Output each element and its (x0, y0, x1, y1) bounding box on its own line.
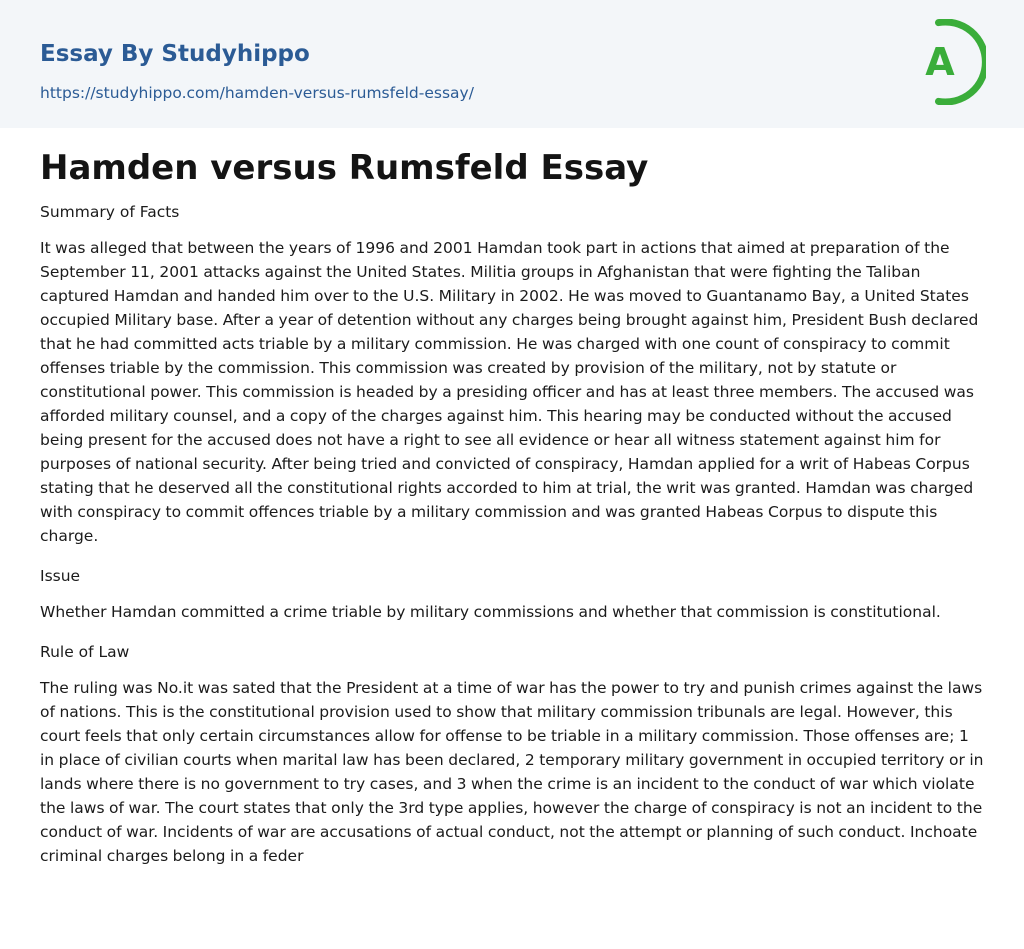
article-title: Hamden versus Rumsfeld Essay (40, 148, 649, 188)
section-heading-summary: Summary of Facts (40, 203, 180, 221)
section-body-issue: Whether Hamdan committed a crime triable by military commissions and whether that commission is constitutional. (40, 603, 941, 621)
section-body-rule-of-law: The ruling was No.it was sated that the President at a time of war has the power to try and punish crimes against the laws of nations. This is the constitutional provision used to show that military commission tribunals are legal. However, this court feels that only certain circumstances allow for offense to be triable in a military commission. Those offenses are; 1 in place of civilian courts when marital law has been declared, 2 temporary military government in occupied territory or in lands where there is no government to try cases, and 3 when the crime is an incident to the conduct of war which violate the laws of war. The court states that only the 3rd type applies, however the charge of conspiracy is not an incident to the conduct of war. Incidents of war are accusations of actual conduct, not the attempt or planning of such conduct. Inchoate criminal charges belong in a feder (40, 679, 984, 865)
article (40, 146, 986, 884)
site-header (0, 0, 1024, 128)
section-body-summary: It was alleged that between the years of 1996 and 2001 Hamdan took part in actions that aimed at preparation of the September 11, 2001 attacks against the United States. Militia groups in Afghanistan that were fighting the Taliban captured Hamdan and handed him over to the U.S. Military in 2002. He was moved to Guantanamo Bay, a United States occupied Military base. After a year of detention without any charges being brought against him, President Bush declared that he had committed acts triable by a military commission. He was charged with one count of conspiracy to commit offenses triable by the commission. This commission was created by provision of the military, not by statute or constitutional power. This commission is headed by a presiding officer and has at least three members. The accused was afforded military counsel, and a copy of the charges against him. This hearing may be conducted without the accused being present for the accused does not have a right to see all evidence or hear all witness statement against him for purposes of national security. After being tried and convicted of conspiracy, Hamdan applied for a writ of Habeas Corpus stating that he deserved all the constitutional rights accorded to him at trial, the writ was granted. Hamdan was charged with conspiracy to commit offences triable by a military commission and was granted Habeas Corpus to dispute this charge. (40, 239, 979, 545)
logo-letter: A (925, 40, 955, 84)
site-brand[interactable]: Essay By Studyhippo (40, 41, 310, 67)
section-heading-rule-of-law: Rule of Law (40, 643, 130, 661)
page-url-link[interactable]: https://studyhippo.com/hamden-versus-rumsfeld-essay/ (40, 84, 474, 102)
section-heading-issue: Issue (40, 567, 81, 585)
studyhippo-logo-icon[interactable] (912, 19, 986, 105)
